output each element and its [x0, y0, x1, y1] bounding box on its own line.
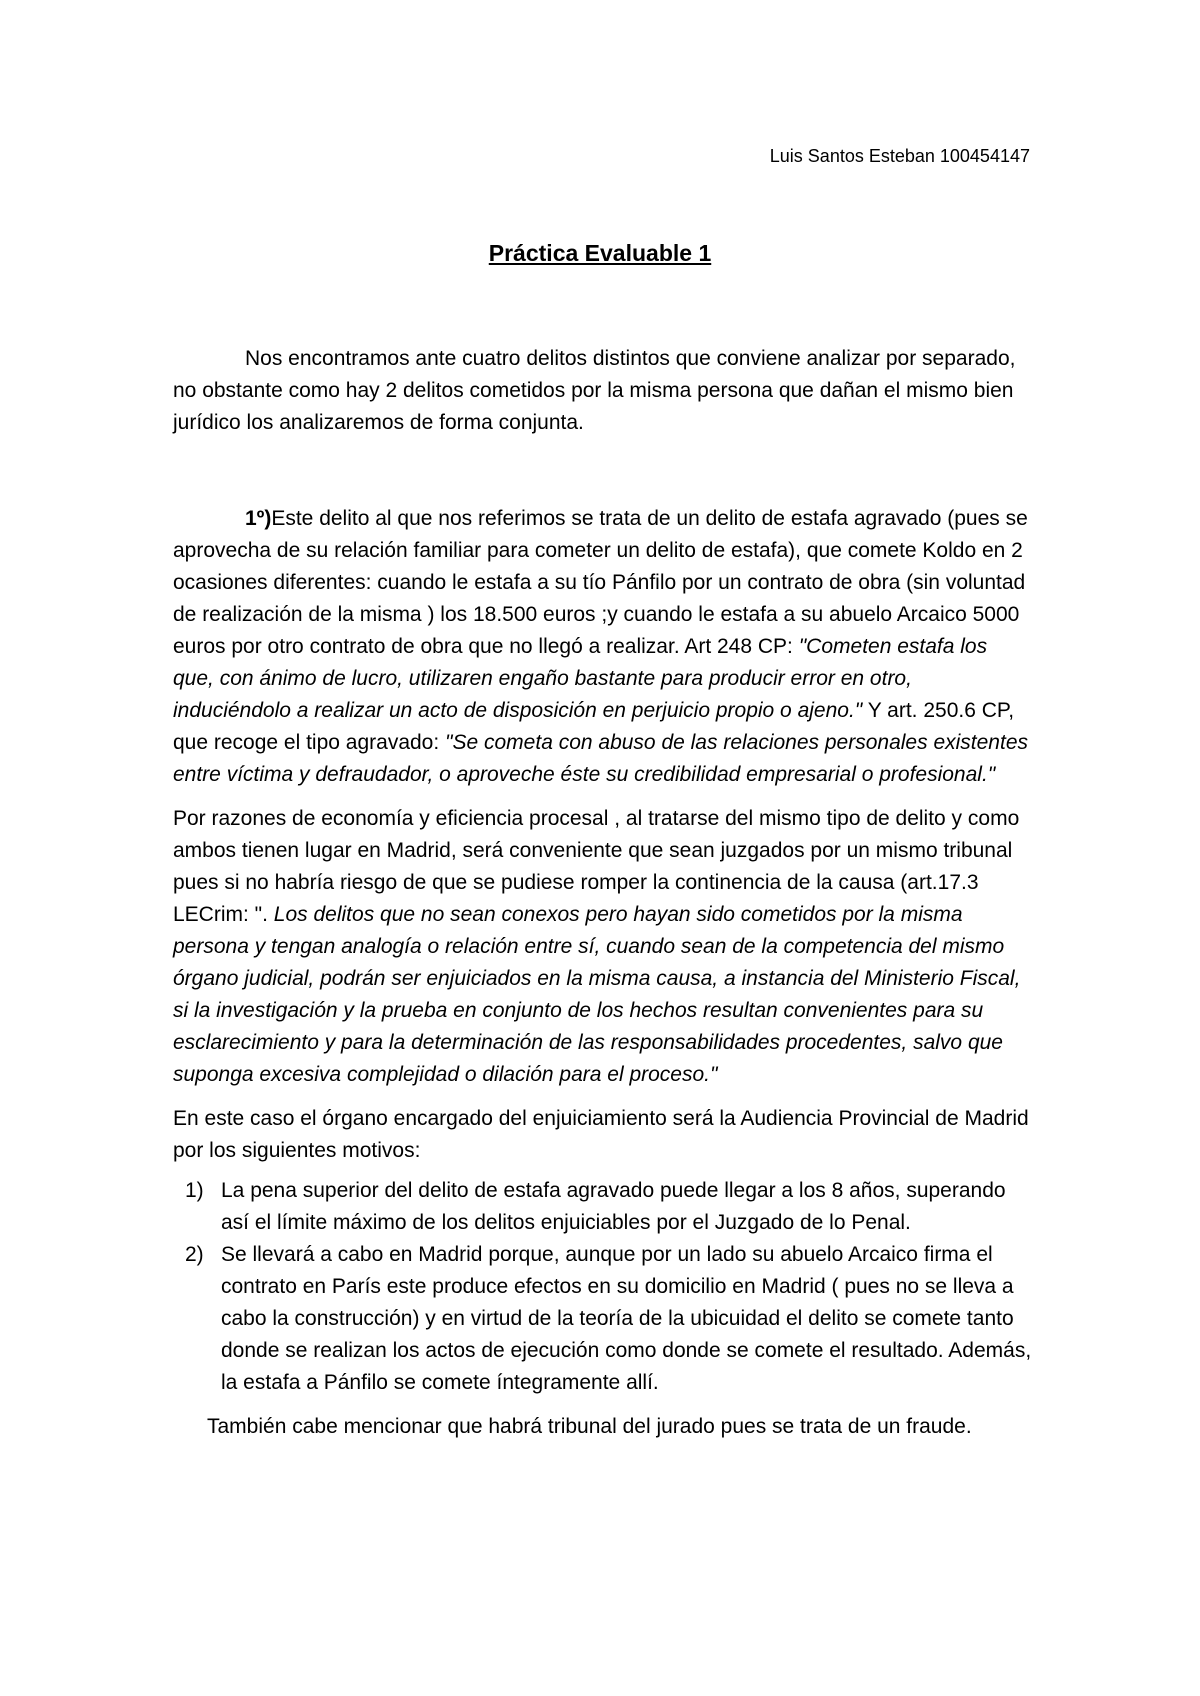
reason-number: 2)	[185, 1243, 204, 1266]
closing-paragraph: También cabe mencionar que habrá tribunal del jurado pues se trata de un fraude.	[207, 1415, 972, 1438]
quote-art-248: "Cometen estafa los que, con ánimo de lucro, utilizaren engaño bastante para producir error en otro, induciéndolo a realizar un acto de disposición en perjuicio propio o ajeno."	[173, 635, 988, 722]
intro-paragraph: Nos encontramos ante cuatro delitos distintos que conviene analizar por separado, no obstante como hay 2 delitos cometidos por la misma persona que dañan el mismo bien jurídico los analizaremos de forma conjunta.	[173, 347, 1016, 434]
section-1-text-b: Y art. 250.6 CP, que recoge el tipo agravado:	[173, 699, 1015, 754]
reason-number: 1)	[185, 1179, 204, 1202]
quote-lecrim: Los delitos que no sean conexos pero hayan sido cometidos por la misma persona y tengan analogía o relación entre sí, cuando sean de la competencia del mismo órgano judicial, podrán ser enjuiciados en la misma causa, a instancia del Ministerio Fiscal, si la investigación y la prueba en conjunto de los hechos resultan convenientes para su esclarecimiento y para la determinación de las responsabilidades procedentes, salvo que suponga excesiva complejidad o dilación para el proceso."	[173, 903, 1021, 1086]
section-1-text-a: Este delito al que nos referimos se trata de un delito de estafa agravado (pues se aprovecha de su relación familiar para cometer un delito de estafa), que comete Koldo en 2 ocasiones diferentes: cuando le estafa a su tío Pánfilo por un contrato de obra (sin voluntad de realización de la misma ) los 18.500 euros ;y cuando le estafa a su abuelo Arcaico 5000 euros por otro contrato de obra que no llegó a realizar. Art 248 CP:	[173, 507, 1028, 658]
reason-item	[173, 1175, 1033, 1239]
author-line: Luis Santos Esteban 100454147	[769, 146, 1030, 166]
page-title: Práctica Evaluable 1	[488, 240, 712, 266]
economia-paragraph	[173, 803, 1033, 1091]
quote-art-250: "Se cometa con abuso de las relaciones personales existentes entre víctima y defraudador, o aproveche éste su credibilidad empresarial o profesional."	[173, 731, 1028, 786]
reason-text: Se llevará a cabo en Madrid porque, aunque por un lado su abuelo Arcaico firma el contrato en París este produce efectos en su domicilio en Madrid ( pues no se lleva a cabo la construcción) y en virtud de la teoría de la ubicuidad el delito se comete tanto donde se realizan los actos de ejecución como donde se comete el resultado. Además, la estafa a Pánfilo se comete íntegramente allí.	[221, 1243, 1032, 1394]
economia-text: Por razones de economía y eficiencia procesal , al tratarse del mismo tipo de delito y como ambos tienen lugar en Madrid, será conveniente que sean juzgados por un mismo tribunal pues si no habría riesgo de que se pudiese romper la continencia de la causa (art.17.3 LECrim: ".	[173, 807, 1020, 926]
section-1-paragraph	[173, 503, 1033, 791]
document-body	[173, 343, 1033, 1443]
reason-text: La pena superior del delito de estafa agravado puede llegar a los 8 años, superando así el límite máximo de los delitos enjuiciables por el Juzgado de lo Penal.	[221, 1179, 1006, 1234]
organo-paragraph: En este caso el órgano encargado del enjuiciamiento será la Audiencia Provincial de Madrid por los siguientes motivos:	[173, 1107, 1029, 1162]
reasons-list	[173, 1175, 1033, 1399]
reason-item	[173, 1239, 1033, 1399]
section-1-number: 1º)	[245, 507, 272, 530]
